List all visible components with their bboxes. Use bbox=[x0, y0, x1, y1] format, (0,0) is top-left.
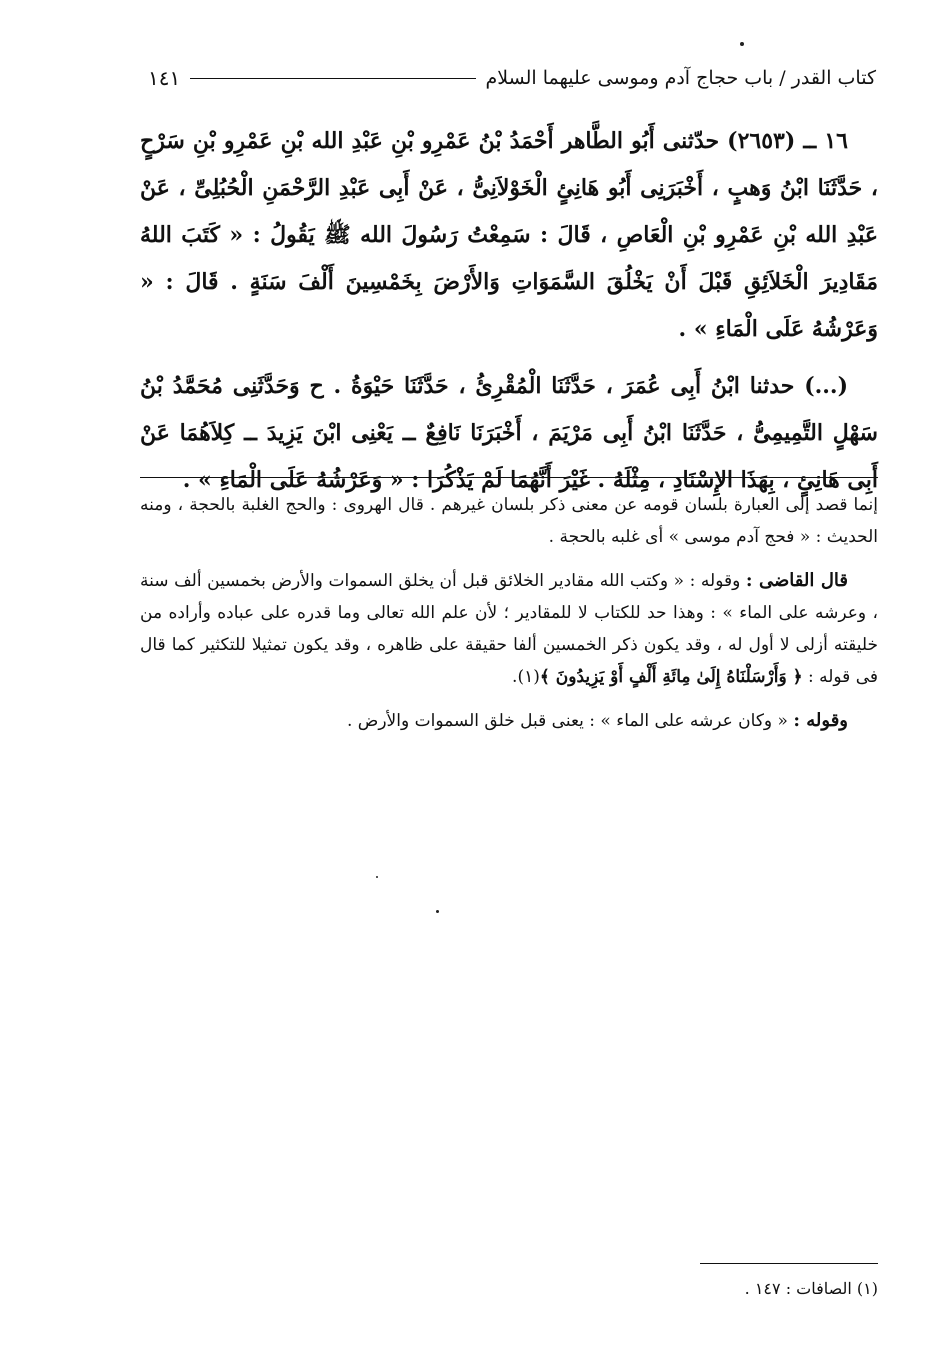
commentary-paragraph-text: إنما قصد إلى العبارة بلسان قومه عن معنى ذكر بلسان غيرهم . قال الهروى : والحج الغلبة بالحجة ، ومنه الحديث : « فحج آدم موسى » أى غلبه بالحجة . bbox=[140, 495, 878, 547]
commentary-lead: وقوله : bbox=[793, 710, 848, 731]
commentary-paragraph bbox=[140, 565, 878, 693]
header-rule bbox=[190, 78, 475, 79]
quran-quote: ﴿ وَأَرْسَلْنَاهُ إِلَىٰ مِائَةِ أَلْفٍ أَوْ يَزِيدُونَ ﴾ bbox=[539, 667, 803, 687]
print-speck bbox=[376, 876, 378, 878]
commentary-paragraph-text: « وكان عرشه على الماء » : يعنى قبل خلق السموات والأرض . bbox=[346, 711, 794, 731]
print-speck bbox=[436, 910, 439, 913]
commentary-text bbox=[140, 489, 878, 737]
hadith-paragraph-text: (...) حدثنا ابْنُ أَبِى عُمَرَ ، حَدَّثَنَا الْمُقْرِئُ ، حَدَّثَنَا حَيْوَةُ . ح وَحَدَّثَنِى مُحَمَّدُ بْنُ سَهْلٍ التَّمِيمِىُّ ، حَدَّثَنَا ابْنُ أَبِى مَرْيَمَ ، أَخْبَرَنَا نَافِعٌ ــ يَعْنِى ابْنَ يَزِيدَ ــ كِلاَهُمَا عَنْ أَبِى هَانِئٍ ، بِهَذَا الإِسْنَادِ ، مِثْلَهُ . غَيْرَ أَنَّهُمَا لَمْ يَذْكُرَا : « وَعَرْشُهُ عَلَى الْمَاءِ » . bbox=[140, 373, 878, 493]
footnote-reference: (١). bbox=[512, 667, 540, 687]
commentary-paragraph bbox=[140, 705, 878, 737]
section-divider bbox=[140, 477, 878, 478]
page-number: ١٤١ bbox=[148, 66, 181, 90]
hadith-paragraph-text: ١٦ ــ (٢٦٥٣) حدّثنى أَبُو الطَّاهر أَحْمَدُ بْنُ عَمْرِو بْنِ عَبْدِ الله بْنِ عَمْرِو بْنِ سَرْحٍ ، حَدَّثَنَا ابْنُ وَهبٍ ، أَخْبَرَنِى أَبُو هَانِئٍ الْخَوْلاَنِىُّ ، عَنْ أَبِى عَبْدِ الرَّحْمَنِ الْحُبُلِىِّ ، عَنْ عَبْدِ الله بْنِ عَمْرِو بْنِ الْعَاصِ ، قَالَ : سَمِعْتُ رَسُولَ الله ﷺ يَقُولُ : « كَتَبَ اللهُ مَقَادِيرَ الْخَلاَئِقِ قَبْلَ أَنْ يَخْلُقَ السَّمَوَاتِ وَالأَرْضَ بِخَمْسِينَ أَلْفَ سَنَةٍ . قَالَ : « وَعَرْشُهُ عَلَى الْمَاءِ » . bbox=[140, 128, 878, 342]
hadith-text bbox=[140, 118, 878, 504]
commentary-lead: قال القاضى : bbox=[745, 570, 848, 591]
commentary-paragraph bbox=[140, 489, 878, 553]
hadith-paragraph bbox=[140, 118, 878, 353]
print-speck bbox=[740, 42, 744, 46]
chapter-title: كتاب القدر / باب حجاج آدم وموسى عليهما السلام bbox=[485, 67, 876, 89]
hadith-paragraph bbox=[140, 363, 878, 504]
running-header bbox=[148, 62, 876, 94]
commentary-paragraph-text: وقوله : « وكتب الله مقادير الخلائق قبل أن يخلق السموات والأرض بخمسين ألف سنة ، وعرشه على الماء » : وهذا حد للكتاب لا للمقادير ؛ لأن علم الله تعالى وما قدره على عباده وأراده من خليقته أزلى لا أول له ، وقد يكون ذكر الخمسين ألفا حقيقة على ظاهره ، وقد يكون تمثيلا للتكثير كما قال فى قوله : bbox=[140, 571, 878, 687]
footnote-rule bbox=[700, 1263, 878, 1264]
footnote: (١) الصافات : ١٤٧ . bbox=[744, 1279, 878, 1298]
